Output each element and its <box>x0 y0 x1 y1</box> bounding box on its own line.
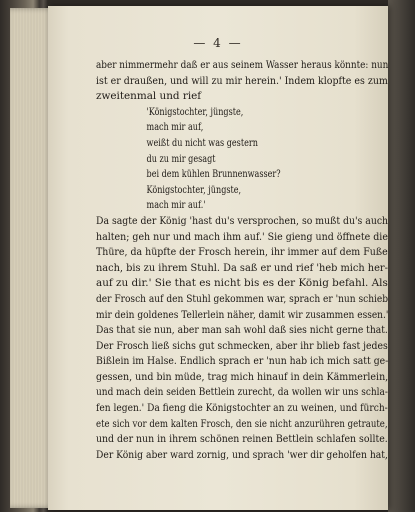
text-line: halten; geh nur und mach ihm auf.' Sie gieng und öffnete die <box>96 230 388 243</box>
text-line: aber nimmermehr daß er aus seinem Wasser heraus könnte: nun <box>96 59 389 71</box>
text-line: Bißlein im Halse. Endlich sprach er 'nun hab ich mich satt ge- <box>96 355 389 368</box>
poem-line: du zu mir gesagt <box>146 152 216 165</box>
text-line: ete sich vor dem kalten Frosch, den sie nicht anzurühren getraute, <box>96 417 388 430</box>
text-line: Der König aber ward zornig, und sprach 'wer dir geholfen hat, <box>96 448 388 461</box>
text-line: ist er draußen, und will zu mir herein.' Indem klopfte es zum <box>96 74 388 87</box>
text-line: mir dein goldenes Tellerlein näher, damit wir zusammen essen.' <box>96 308 389 321</box>
text-line: zweitenmal und rief <box>96 90 202 103</box>
text-line: Der Frosch ließ sichs gut schmecken, aber ihr blieb fast jedes <box>96 339 388 352</box>
text-line: fen legen.' Da fieng die Königstochter an zu weinen, und fürch- <box>96 402 388 415</box>
text-line: Da sagte der König 'hast du's versprochen, so mußt du's auch <box>96 214 389 227</box>
text-line: der Frosch auf den Stuhl gekommen war, sprach er 'nun schieb <box>96 292 389 305</box>
page-text <box>96 58 388 463</box>
page-number: — 4 — <box>193 36 243 50</box>
poem-line: bei dem kühlen Brunnenwasser? <box>146 168 281 181</box>
text-line: Das that sie nun, aber man sah wohl daß sies nicht gerne that. <box>96 324 388 337</box>
right-page-edge <box>388 0 415 512</box>
text-line: und mach dein seiden Bettlein zurecht, da wollen wir uns schla- <box>96 386 388 399</box>
poem-line: mach mir auf.' <box>146 199 206 212</box>
book-page <box>48 6 388 510</box>
text-line: nach, bis zu ihrem Stuhl. Da saß er und rief 'heb mich her- <box>96 261 388 274</box>
poem-line: mach mir auf, <box>146 121 204 134</box>
text-line: auf zu dir.' Sie that es nicht bis es der König befahl. Als <box>96 277 388 290</box>
poem-line: 'Königstochter, jüngste, <box>146 105 244 118</box>
text-line: und der nun in ihrem schönen reinen Bettlein schlafen sollte. <box>96 433 388 446</box>
text-line: gessen, und bin müde, trag mich hinauf in dein Kämmerlein, <box>96 370 389 383</box>
poem-line: Königstochter, jüngste, <box>146 183 242 196</box>
poem-line: weißt du nicht was gestern <box>146 136 258 149</box>
text-line: Thüre, da hüpfte der Frosch herein, ihr immer auf dem Fuße <box>96 246 388 259</box>
